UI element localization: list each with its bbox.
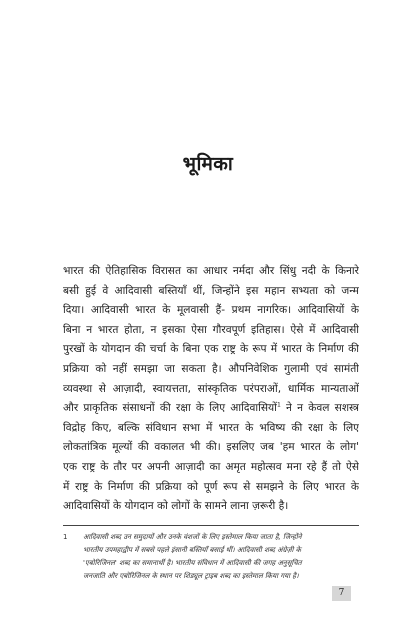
footnote-line: जनजाति और एबोरिजिनल के स्थान पर शिड्यूल ट्राइब शब्द का इस्तेमाल किया गया है। [83, 572, 299, 580]
footnote-line: भारतीय उपमहाद्वीप में सबसे पहले इंसानी बस्तियाँ बसाई थीं। आदिवासी शब्द अंग्रेज़ी के [83, 546, 302, 554]
page-number: 7 [332, 586, 351, 601]
body-paragraph [63, 262, 359, 517]
body-line-head: और प्राकृतिक संसाधनों की रक्षा के लिए आदिवासियों [63, 402, 277, 415]
footnote-number: 1 [63, 533, 68, 541]
body-line: बसी हुई वे आदिवासी बस्तियाँ थीं, जिन्होंने इस महान सभ्यता को जन्म [63, 284, 359, 297]
footnote-line: 'एबोरिजिनल' शब्द का समानार्थी है। भारतीय संविधान में आदिवासी की जगह अनुसूचित [83, 559, 302, 567]
body-line-tail: ने न केवल सशस्त्र [280, 402, 359, 415]
body-line: दिया। आदिवासी भारत के मूलवासी हैं- प्रथम नागरिक। आदिवासियों के [63, 304, 359, 317]
body-line: बिना न भारत होता, न इसका ऐसा गौरवपूर्ण इतिहास। ऐसे में आदिवासी [63, 323, 359, 336]
body-line: में राष्ट्र के निर्माण की प्रक्रिया को पूर्ण रूप से समझने के लिए भारत के [63, 480, 359, 493]
body-line: विद्रोह किए, बल्कि संविधान सभा में भारत के भविष्य की रक्षा के लिए [63, 421, 359, 434]
footnote-line: आदिवासी शब्द उन समुदायों और उनके वंशजों के लिए इस्तेमाल किया जाता है, जिन्होंने [83, 533, 302, 541]
chapter-title: भूमिका [182, 153, 234, 175]
body-line: आदिवासियों के योगदान को लोगों के सामने लाना ज़रूरी है। [63, 500, 289, 513]
footnote [63, 531, 359, 583]
footnote-divider [63, 525, 359, 526]
body-line: व्यवस्था से आज़ादी, स्वायत्तता, सांस्कृतिक परंपराओं, धार्मिक मान्यताओं [63, 382, 359, 395]
body-line-with-footnote [63, 399, 359, 419]
footnote-marker: 1 [276, 401, 281, 409]
body-line: लोकतांत्रिक मूल्यों की वकालत भी की। इसलिए जब 'हम भारत के लोग' [63, 441, 359, 454]
body-line: प्रक्रिया को नहीं समझा जा सकता है। औपनिवेशिक गुलामी एवं सामंती [63, 362, 359, 375]
body-line: भारत की ऐतिहासिक विरासत का आधार नर्मदा और सिंधु नदी के किनारे [63, 265, 359, 277]
body-line: पुरखों के योगदान की चर्चा के बिना एक राष्ट्र के रूप में भारत के निर्माण की [63, 343, 359, 356]
body-line: एक राष्ट्र के तौर पर अपनी आज़ादी का अमृत महोत्सव मना रहे हैं तो ऐसे [63, 460, 359, 473]
